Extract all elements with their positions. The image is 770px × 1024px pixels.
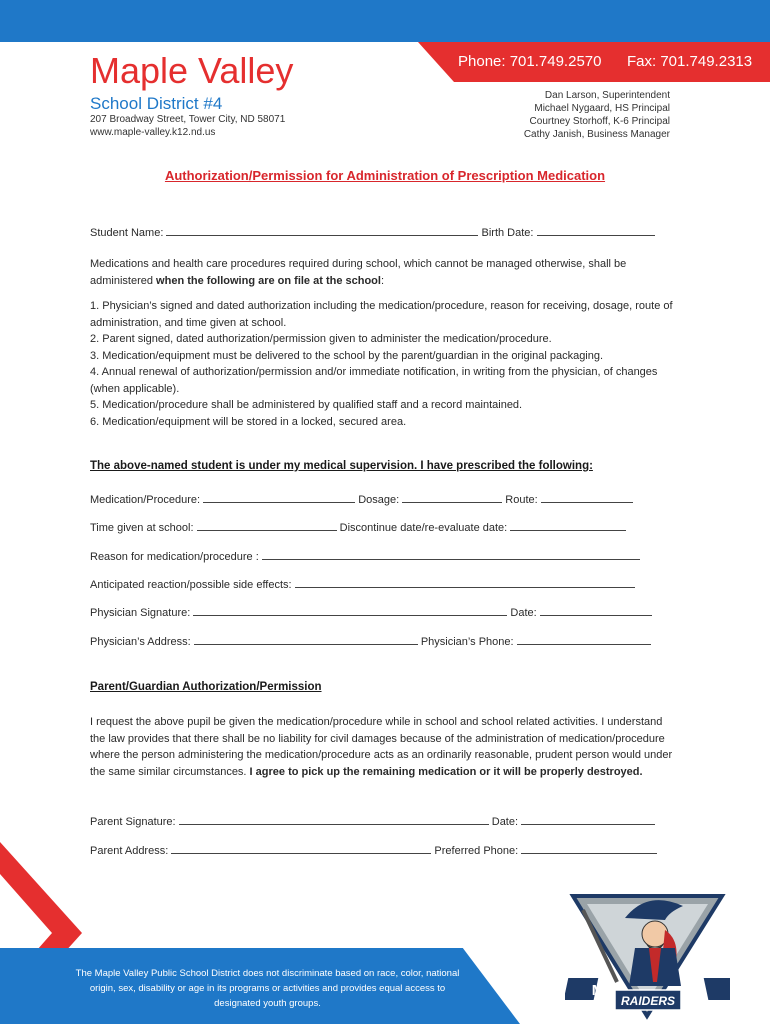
physician-address-field[interactable]	[194, 633, 418, 645]
discontinue-label: Discontinue date/re-evaluate date:	[339, 522, 508, 534]
requirement-item: 6. Medication/equipment will be stored in a locked, secured area.	[90, 415, 407, 428]
parent-address-row	[90, 842, 675, 859]
requirements-list	[90, 298, 675, 430]
birth-date-field[interactable]	[537, 224, 655, 236]
parent-signature-row	[90, 813, 675, 830]
district-subtitle: School District #4	[90, 94, 223, 113]
intro-text: Medications and health care procedures required during school, which cannot be managed otherwise, shall be administered	[90, 258, 627, 287]
physician-date-label: Date:	[510, 607, 537, 619]
staff-hs-principal: Michael Nygaard, HS Principal	[534, 103, 670, 114]
time-row	[90, 519, 675, 536]
parent-signature-field[interactable]	[179, 813, 489, 825]
logo-letter-m: M	[591, 982, 605, 999]
birth-date-label: Birth Date:	[481, 227, 534, 239]
parent-heading: Parent/Guardian Authorization/Permission	[90, 681, 322, 693]
reaction-field[interactable]	[295, 576, 635, 588]
student-row	[90, 224, 675, 241]
physician-signature-field[interactable]	[193, 604, 507, 616]
physician-phone-field[interactable]	[517, 633, 651, 645]
physician-signature-row	[90, 604, 675, 621]
district-website: www.maple-valley.k12.nd.us	[90, 127, 216, 138]
logo-raiders-text: RAIDERS	[620, 994, 676, 1008]
parent-paragraph	[90, 714, 675, 780]
staff-k6-principal: Courtney Storhoff, K-6 Principal	[529, 116, 670, 127]
parent-address-label: Parent Address:	[90, 845, 169, 857]
parent-date-label: Date:	[491, 816, 519, 828]
intro-bold: when the following are on file at the school	[156, 274, 381, 287]
reason-row	[90, 548, 675, 565]
reason-field[interactable]	[262, 548, 640, 560]
reaction-label: Anticipated reaction/possible side effects:	[90, 579, 292, 591]
preferred-phone-field[interactable]	[521, 842, 657, 854]
time-field[interactable]	[197, 519, 337, 531]
intro-paragraph	[90, 256, 675, 289]
physician-address-row	[90, 633, 675, 650]
discontinue-field[interactable]	[510, 519, 626, 531]
parent-text-bold: I agree to pick up the remaining medication or it will be properly destroyed.	[249, 765, 643, 778]
district-address: 207 Broadway Street, Tower City, ND 58071	[90, 114, 286, 125]
dosage-field[interactable]	[402, 491, 502, 503]
requirement-item: 1. Physician’s signed and dated authorization including the medication/procedure, reason for receiving, dosage, route of administration, and time given at school.	[90, 300, 673, 329]
physician-date-field[interactable]	[540, 604, 652, 616]
parent-text: I request the above pupil be given the medication/procedure while in school and school related activities. I understand the law provides that there shall be no liability for civil damages because of the administration of medication/procedure where the person administering the medication/procedure acts as an ordinarily reasonable, prudent person would under the same similar circumstances.	[90, 716, 673, 778]
medication-row	[90, 491, 675, 508]
medication-label: Medication/Procedure:	[90, 494, 201, 506]
route-field[interactable]	[541, 491, 633, 503]
parent-signature-label: Parent Signature:	[90, 816, 176, 828]
requirement-item: 4. Annual renewal of authorization/permission and/or immediate notification, in writing from the physician, of changes (when applicable).	[90, 366, 658, 395]
reaction-row	[90, 576, 675, 593]
medication-field[interactable]	[203, 491, 355, 503]
student-name-field[interactable]	[166, 224, 478, 236]
raiders-logo	[565, 890, 730, 1020]
phone-number: Phone: 701.749.2570	[458, 53, 602, 70]
intro-end: :	[380, 274, 385, 287]
time-label: Time given at school:	[90, 522, 194, 534]
form-title: Authorization/Permission for Administration of Prescription Medication	[164, 168, 606, 183]
nondiscrimination-statement: The Maple Valley Public School District does not discriminate based on race, color, national origin, sex, disability or age in its programs or activities and provides equal access to designated youth groups.	[75, 968, 460, 1009]
staff-business-manager: Cathy Janish, Business Manager	[523, 129, 670, 140]
fax-number: Fax: 701.749.2313	[627, 53, 753, 70]
logo-letter-v: V	[692, 982, 704, 999]
district-name: Maple Valley	[90, 50, 294, 91]
student-name-label: Student Name:	[90, 227, 164, 239]
parent-address-field[interactable]	[171, 842, 431, 854]
dosage-label: Dosage:	[358, 494, 400, 506]
reason-label: Reason for medication/procedure :	[90, 551, 259, 563]
requirement-item: 5. Medication/procedure shall be administered by qualified staff and a record maintained.	[90, 399, 523, 411]
physician-phone-label: Physician’s Phone:	[420, 636, 514, 648]
route-label: Route:	[505, 494, 538, 506]
parent-date-field[interactable]	[521, 813, 655, 825]
physician-heading: The above-named student is under my medical supervision. I have prescribed the following:	[90, 460, 593, 472]
physician-address-label: Physician’s Address:	[90, 636, 191, 648]
staff-superintendent: Dan Larson, Superintendent	[544, 90, 670, 101]
requirement-item: 2. Parent signed, dated authorization/permission given to administer the medication/procedure.	[90, 333, 552, 345]
preferred-phone-label: Preferred Phone:	[434, 845, 519, 857]
requirement-item: 3. Medication/equipment must be delivered to the school by the parent/guardian in the original packaging.	[90, 349, 604, 362]
top-blue-bar	[0, 0, 770, 42]
physician-signature-label: Physician Signature:	[90, 607, 191, 619]
